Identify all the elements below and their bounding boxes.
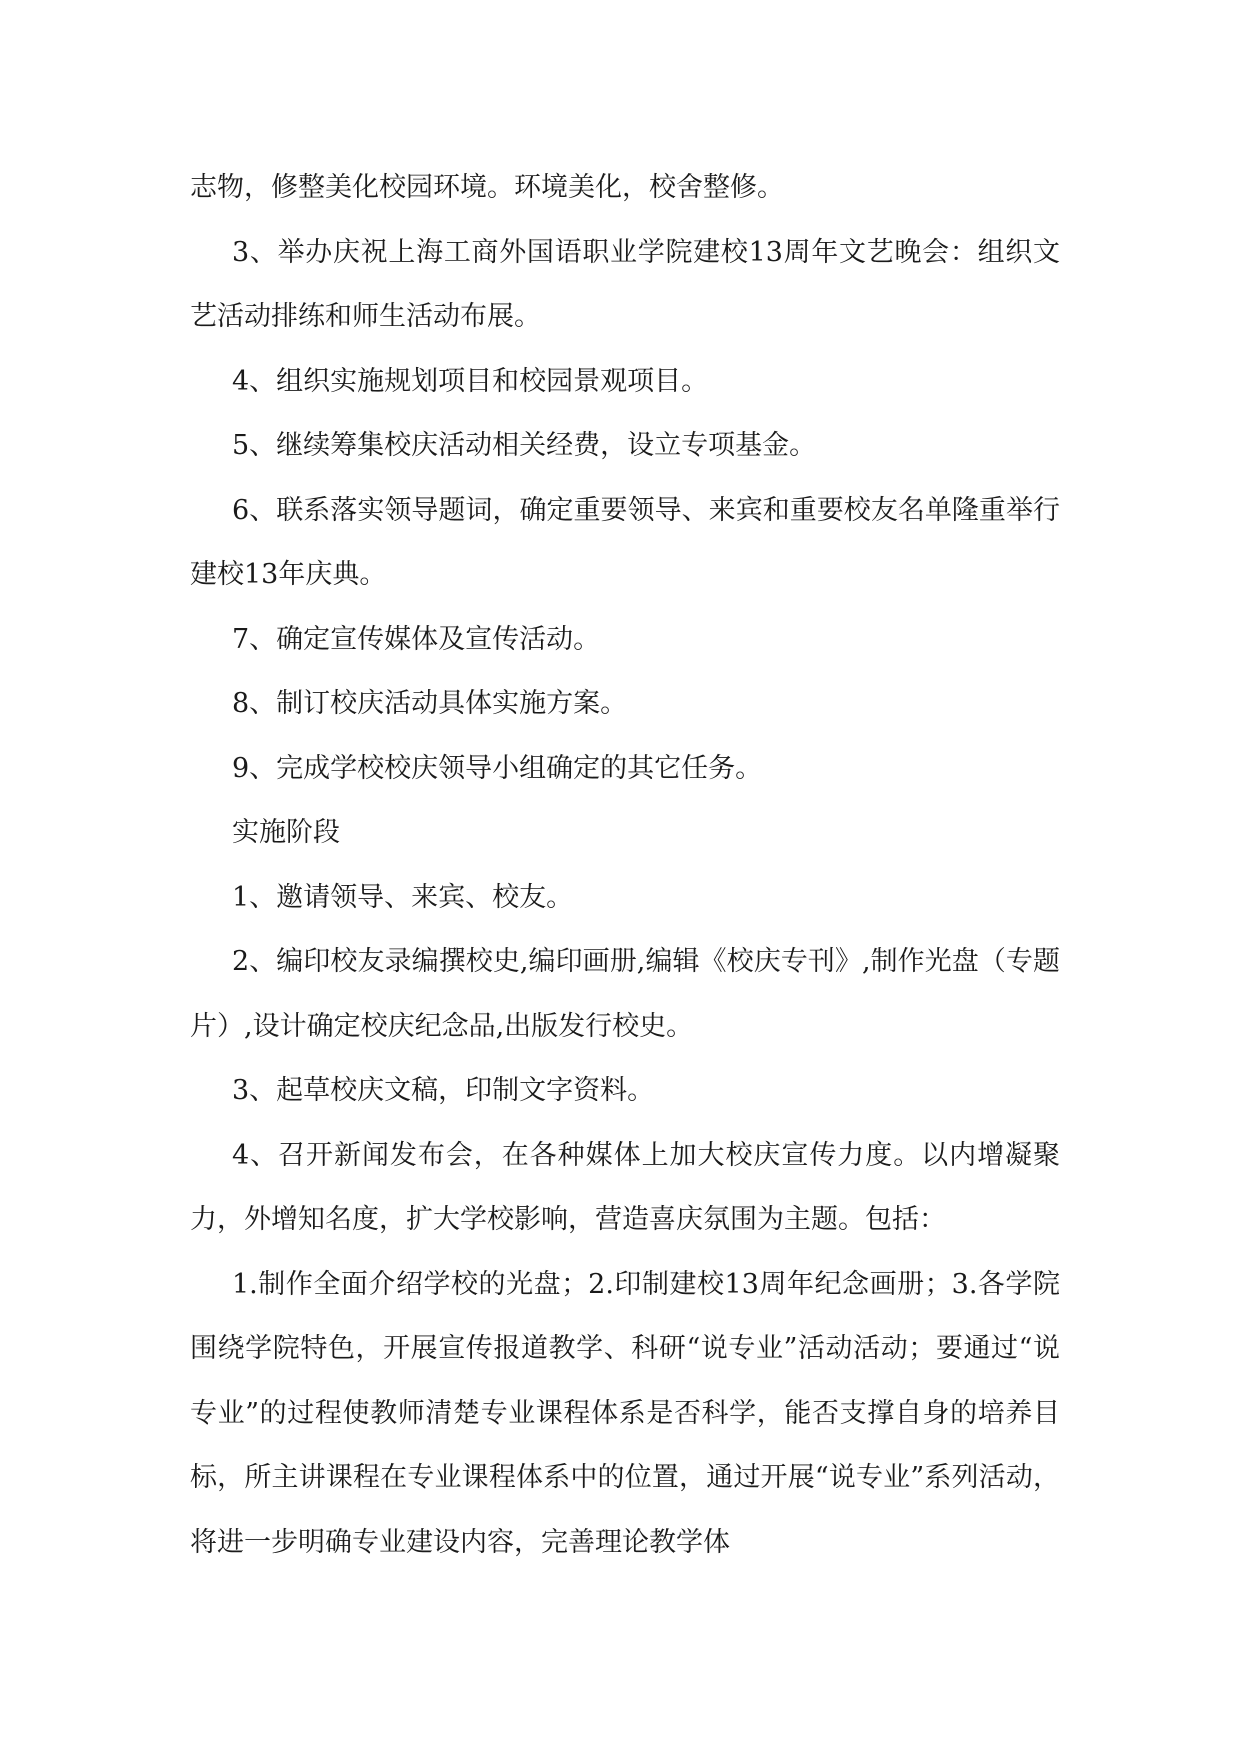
paragraph: 8、制订校庆活动具体实施方案。 <box>232 688 628 719</box>
paragraph: 5、继续筹集校庆活动相关经费，设立专项基金。 <box>232 430 817 461</box>
section-heading: 实施阶段 <box>232 817 340 848</box>
paragraph: 7、确定宣传媒体及宣传活动。 <box>232 623 601 655</box>
paragraph: 3、举办庆祝上海工商外国语职业学院建校13周年文艺晚会：组织文艺活动排练和师生活动布展。 <box>190 236 1060 332</box>
paragraph: 6、联系落实领导题词，确定重要领导、来宾和重要校友名单隆重举行建校13年庆典。 <box>190 494 1060 590</box>
paragraph: 3、起草校庆文稿，印制文字资料。 <box>232 1075 655 1106</box>
document-body <box>190 156 1060 1575</box>
paragraph: 4、组织实施规划项目和校园景观项目。 <box>232 365 709 397</box>
paragraph: 2、编印校友录编撰校史,编印画册,编辑《校庆专刊》,制作光盘（专题片）,设计确定校庆纪念品,出版发行校史。 <box>190 946 1060 1042</box>
paragraph: 9、完成学校校庆领导小组确定的其它任务。 <box>232 752 763 784</box>
paragraph: 1.制作全面介绍学校的光盘；2.印制建校13周年纪念画册；3.各学院围绕学院特色，开展宣传报道教学、科研“说专业”活动活动；要通过“说专业”的过程使教师清楚专业课程体系是否科学，能否支撑自身的培养目标，所主讲课程在专业课程体系中的位置，通过开展“说专业”系列活动，将进一步明确专业建设内容，完善理论教学体 <box>190 1268 1060 1558</box>
paragraph: 4、召开新闻发布会，在各种媒体上加大校庆宣传力度。以内增凝聚力，外增知名度，扩大学校影响，营造喜庆氛围为主题。包括： <box>190 1139 1060 1235</box>
paragraph: 1、邀请领导、来宾、校友。 <box>232 881 574 913</box>
paragraph: 志物，修整美化校园环境。环境美化，校舍整修。 <box>190 172 784 203</box>
